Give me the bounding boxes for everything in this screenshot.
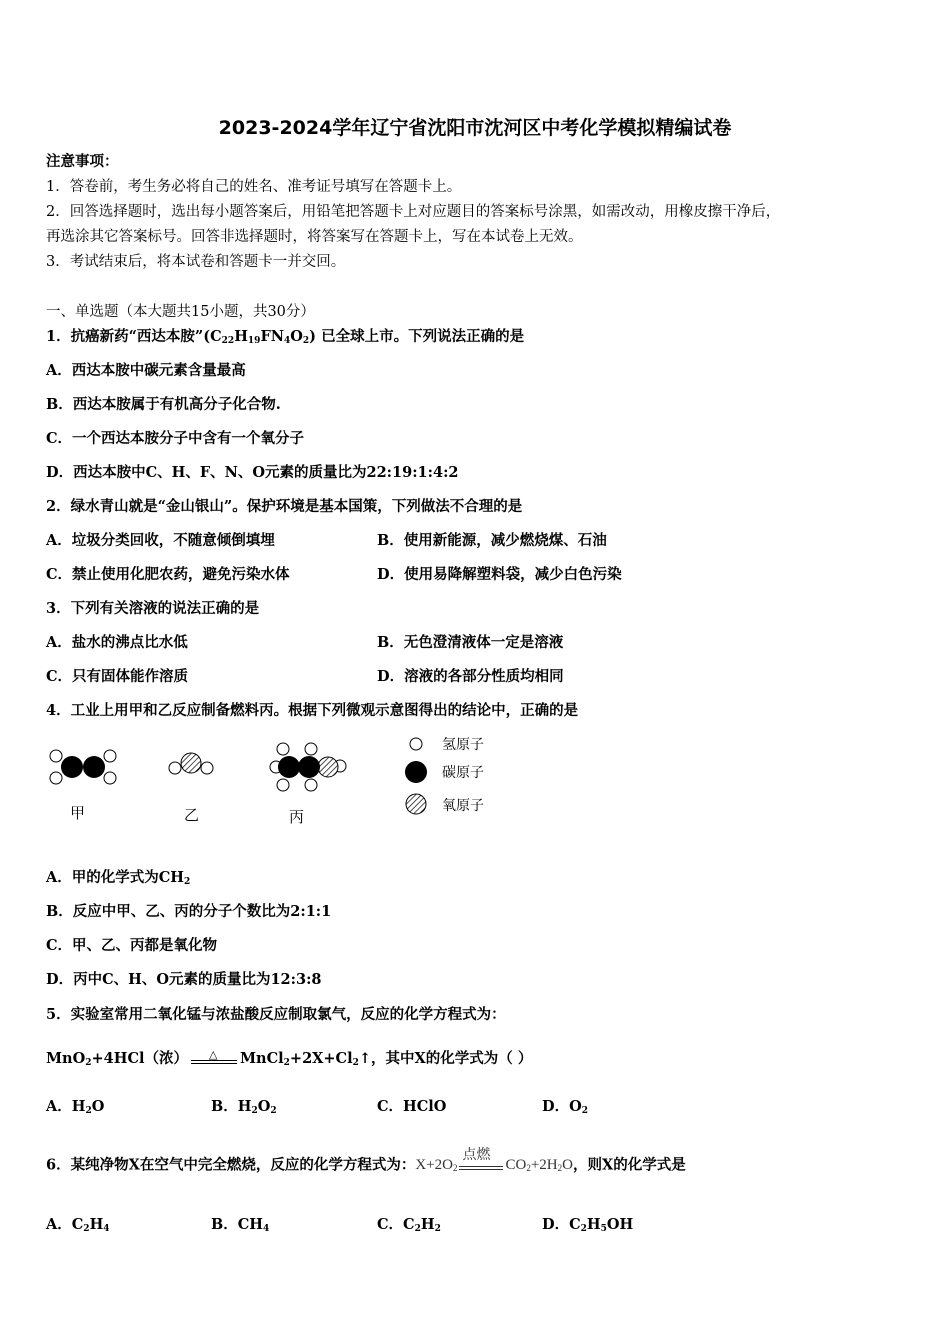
q1-option-c: C．一个西达本胺分子中含有一个氧分子	[46, 430, 305, 447]
q2-option-d: D．使用易降解塑料袋，减少白色污染	[377, 566, 622, 583]
q6-eq-right-end: O	[562, 1157, 573, 1174]
q4-option-c: C．甲、乙、丙都是氧化物	[46, 937, 218, 954]
q5-a-label: A．H	[46, 1098, 86, 1115]
q6-c-sub2: 2	[434, 1224, 441, 1234]
q6-equation	[415, 1147, 573, 1174]
q6-option-b	[211, 1215, 269, 1235]
q6-eq-left: X+2O	[415, 1157, 453, 1174]
q6-option-d	[542, 1215, 633, 1235]
q6-b-label: B．CH	[211, 1216, 263, 1233]
q5-a-rest: O	[91, 1098, 105, 1115]
q5-option-a	[46, 1097, 104, 1117]
q6-d-sub2: 5	[600, 1224, 607, 1234]
q6-eq-right-sub2: 2	[557, 1163, 563, 1174]
q6-eq-right: CO	[505, 1157, 527, 1174]
q4-molecule-diagram	[44, 736, 524, 836]
q1-option-a: A．西达本胺中碳元素含量最高	[46, 362, 246, 379]
notice-item-2-cont: 再选涂其它答案标号。回答非选择题时，将答案写在答题卡上，写在本试卷上无效。	[46, 229, 583, 245]
q5-b-rest: O	[257, 1098, 271, 1115]
q6-ignite-condition: 点燃	[462, 1147, 491, 1163]
notice-item-2: 2．回答选择题时，选出每小题答案后，用铅笔把答题卡上对应题目的答案标号涂黑，如需改动，用橡皮擦干净后，	[46, 204, 781, 220]
q4-option-a-text: A．甲的化学式为CH	[46, 869, 184, 886]
q5-eq-left-sub: 2	[85, 1058, 92, 1068]
q6-c-rest: H	[420, 1216, 435, 1233]
q1-o: O	[290, 328, 303, 345]
q6-d-sub: 2	[580, 1224, 587, 1234]
legend-carbon: 碳原子	[442, 765, 484, 781]
q6-c-sub: 2	[414, 1224, 421, 1234]
q3-option-b: B．无色澄清液体一定是溶液	[377, 634, 564, 651]
q5-b-sub2: 2	[270, 1106, 277, 1116]
q6-option-a	[46, 1215, 110, 1235]
q5-b-label: B．H	[211, 1098, 252, 1115]
q1-sub-o: 2	[302, 336, 310, 346]
q5-b-sub: 2	[251, 1106, 258, 1116]
q5-eq-right-sub: 2	[283, 1058, 290, 1068]
q6-eq-right-rest: +2H	[530, 1157, 558, 1174]
q6-a-sub2: 4	[103, 1224, 110, 1234]
q1-stem	[46, 327, 524, 347]
notice-item-1: 1．答卷前，考生务必将自己的姓名、准考证号填写在答题卡上。	[46, 179, 462, 195]
q1-h: H	[234, 328, 248, 345]
q4-option-d: D．丙中C、H、O元素的质量比为12:3:8	[46, 971, 322, 988]
molecule-yi	[169, 753, 213, 774]
q5-eq-left-rest: +4HCl（浓）	[91, 1050, 188, 1067]
q5-option-c: C．HClO	[377, 1098, 447, 1115]
q6-b-sub: 4	[263, 1224, 270, 1234]
q6-a-rest: H	[89, 1216, 104, 1233]
q4-option-b: B．反应中甲、乙、丙的分子个数比为2:1:1	[46, 903, 332, 920]
q1-option-b: B．西达本胺属于有机高分子化合物.	[46, 396, 281, 413]
q3-stem: 3．下列有关溶液的说法正确的是	[46, 600, 260, 617]
q1-option-d: D．西达本胺中C、H、F、N、O元素的质量比为22:19:1:4:2	[46, 464, 459, 481]
q5-eq-right-sub2: 2	[352, 1058, 359, 1068]
notice-heading: 注意事项：	[46, 153, 119, 170]
q1-sub-c: 22	[221, 336, 235, 346]
q1-stem-prefix: 1．抗癌新药“西达本胺”(C	[46, 328, 222, 345]
q6-d-end: OH	[606, 1216, 634, 1233]
q5-eq-right: MnCl	[240, 1050, 284, 1067]
oxygen-legend-icon	[406, 794, 426, 814]
q5-a-sub: 2	[85, 1106, 92, 1116]
q6-tail: ，则X的化学式是	[572, 1156, 686, 1174]
q2-stem: 2．绿水青山就是“金山银山”。保护环境是基本国策，下列做法不合理的是	[46, 498, 523, 515]
q3-option-c: C．只有固体能作溶质	[46, 668, 189, 685]
q1-fn: FN	[260, 328, 284, 345]
q6-stem-text: 6．某纯净物X在空气中完全燃烧，反应的化学方程式为：	[46, 1156, 416, 1174]
q6-reaction-arrow	[459, 1147, 503, 1177]
q4-option-a	[46, 868, 190, 888]
q3-option-a: A．盐水的沸点比水低	[46, 634, 188, 651]
q5-reaction-arrow	[191, 1049, 237, 1069]
molecule-jia	[50, 750, 116, 784]
q4-stem: 4．工业上用甲和乙反应制备燃料丙。根据下列微观示意图得出的结论中，正确的是	[46, 702, 579, 719]
q6-stem	[46, 1147, 686, 1177]
q2-option-b: B．使用新能源，减少燃烧煤、石油	[377, 532, 607, 549]
q6-a-sub: 2	[83, 1224, 90, 1234]
legend-oxygen: 氧原子	[442, 798, 484, 814]
page-title: 2023-2024学年辽宁省沈阳市沈河区中考化学模拟精编试卷	[218, 117, 732, 139]
q6-d-rest: H	[586, 1216, 601, 1233]
q5-option-b	[211, 1097, 277, 1117]
molecule-bing	[270, 743, 346, 791]
q1-sub-n: 4	[284, 336, 291, 346]
q5-eq-left: MnO	[46, 1050, 86, 1067]
q5-eq-right-rest: +2X+Cl	[289, 1050, 353, 1067]
q5-eq-tail: ↑，其中X的化学式为（ ）	[358, 1050, 533, 1067]
q5-stem: 5．实验室常用二氧化锰与浓盐酸反应制取氯气，反应的化学方程式为：	[46, 1006, 506, 1023]
q5-equation	[46, 1049, 532, 1069]
notice-item-3: 3．考试结束后，将本试卷和答题卡一并交回。	[46, 254, 346, 270]
label-bing: 丙	[289, 808, 305, 826]
q6-eq-left-sub: 2	[452, 1163, 458, 1174]
q6-option-c	[377, 1215, 441, 1235]
q1-sub-h: 19	[247, 336, 261, 346]
q5-d-label: D．O	[542, 1098, 582, 1115]
q2-option-a: A．垃圾分类回收，不随意倾倒填埋	[46, 532, 275, 549]
q3-option-d: D．溶液的各部分性质均相同	[377, 668, 564, 685]
section-heading: 一、单选题（本大题共15小题，共30分）	[46, 304, 315, 320]
legend-hydrogen: 氢原子	[442, 737, 484, 753]
q2-option-c: C．禁止使用化肥农药，避免污染水体	[46, 566, 290, 583]
q5-heat-condition: △	[209, 1048, 218, 1061]
q5-d-sub: 2	[581, 1106, 588, 1116]
q1-stem-suffix: ) 已全球上市。下列说法正确的是	[309, 328, 525, 345]
q4-option-a-sub: 2	[184, 877, 191, 887]
q5-option-d	[542, 1097, 588, 1117]
label-yi: 乙	[184, 806, 200, 824]
carbon-legend-icon	[405, 761, 427, 783]
q6-a-label: A．C	[46, 1216, 84, 1233]
q6-c-label: C．C	[377, 1216, 415, 1233]
label-jia: 甲	[70, 804, 86, 822]
hydrogen-legend-icon	[410, 738, 422, 750]
q6-eq-right-sub: 2	[526, 1163, 531, 1174]
q6-d-label: D．C	[542, 1216, 581, 1233]
